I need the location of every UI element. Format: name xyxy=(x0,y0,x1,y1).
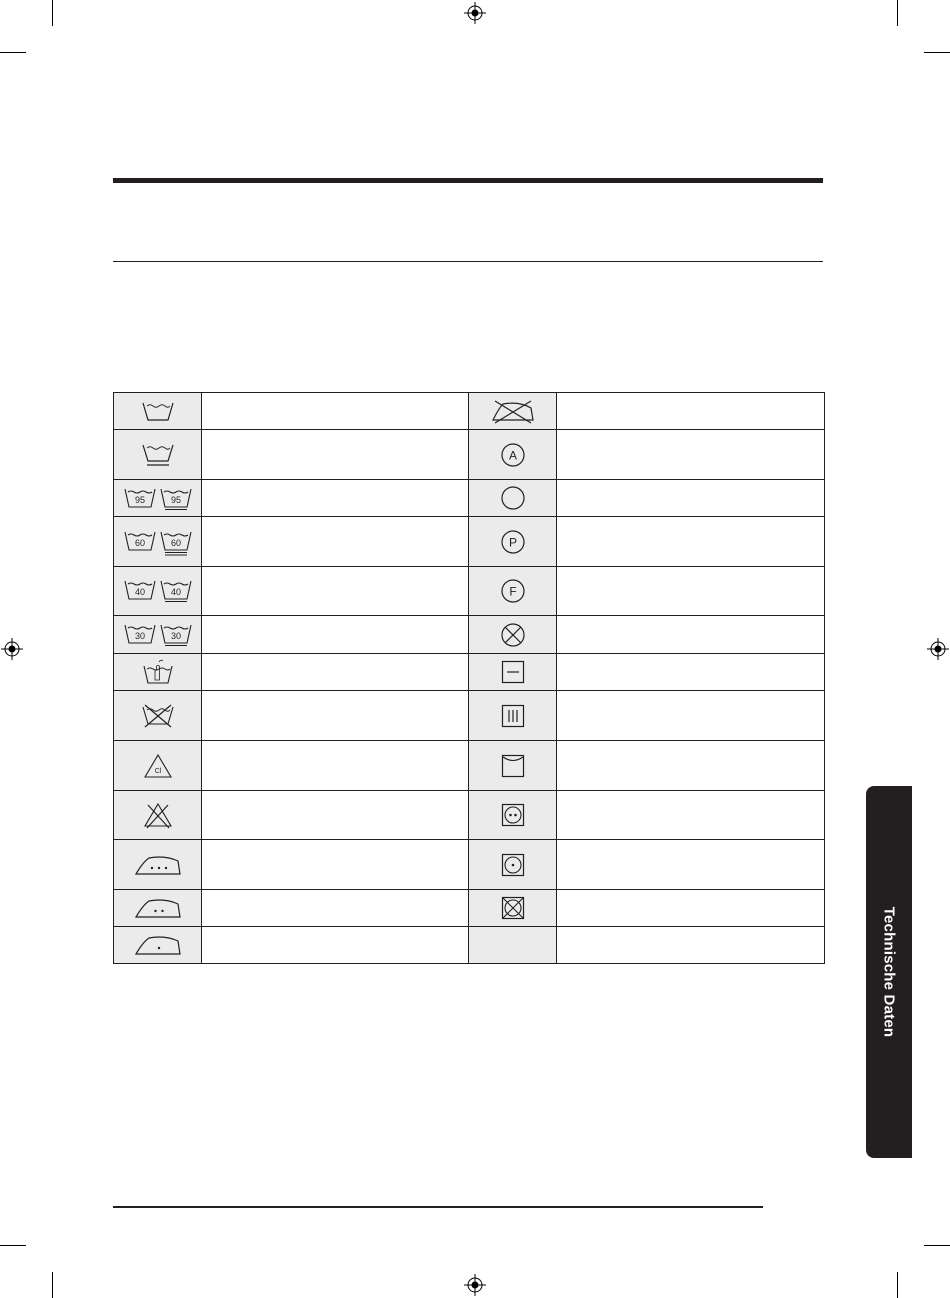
symbol-cell xyxy=(114,791,202,840)
symbol-cell xyxy=(469,741,557,791)
symbol-cell xyxy=(114,616,202,654)
symbol-cell xyxy=(469,691,557,741)
no-bleach-icon xyxy=(143,801,173,829)
symbol-cell-empty xyxy=(469,927,557,964)
footer-rule xyxy=(113,1206,763,1208)
svg-text:A: A xyxy=(508,448,517,462)
svg-text:60: 60 xyxy=(170,537,181,548)
description-cell xyxy=(557,691,825,741)
description-cell xyxy=(202,927,469,964)
iron-medium-icon xyxy=(133,896,183,920)
dry-flat-icon xyxy=(501,660,525,684)
symbol-cell xyxy=(469,654,557,691)
description-cell xyxy=(557,393,825,430)
symbol-cell xyxy=(114,691,202,741)
washtub-icon xyxy=(141,399,175,423)
description-cell xyxy=(202,430,469,480)
table-row xyxy=(114,567,825,616)
description-cell xyxy=(557,927,825,964)
symbol-cell xyxy=(469,791,557,840)
crop-mark xyxy=(924,1245,950,1246)
crop-mark xyxy=(924,52,950,53)
description-cell xyxy=(557,567,825,616)
svg-text:30: 30 xyxy=(170,630,181,641)
line-dry-icon xyxy=(501,754,525,778)
care-symbols-table xyxy=(113,392,825,964)
registration-mark-icon xyxy=(1,638,23,660)
symbol-cell xyxy=(114,430,202,480)
tumble-dry-low-icon xyxy=(501,853,525,877)
description-cell xyxy=(557,430,825,480)
description-cell xyxy=(202,691,469,741)
table-row xyxy=(114,480,825,517)
svg-text:95: 95 xyxy=(134,495,145,505)
symbol-cell xyxy=(114,890,202,927)
crop-mark xyxy=(0,1245,26,1246)
table-row xyxy=(114,791,825,840)
dry-clean-p-icon xyxy=(500,529,526,555)
no-tumble-dry-icon xyxy=(501,896,525,920)
registration-mark-icon xyxy=(927,638,949,660)
no-iron-steam-icon xyxy=(489,398,537,424)
no-dry-clean-icon xyxy=(500,622,526,648)
description-cell xyxy=(557,517,825,567)
svg-text:95: 95 xyxy=(170,495,181,505)
description-cell xyxy=(202,616,469,654)
symbol-cell xyxy=(114,480,202,517)
crop-mark xyxy=(52,0,53,26)
table-row xyxy=(114,517,825,567)
description-cell xyxy=(557,654,825,691)
svg-text:Cl: Cl xyxy=(154,767,161,775)
dry-clean-icon xyxy=(500,485,526,511)
symbol-cell xyxy=(114,567,202,616)
symbol-cell xyxy=(469,393,557,430)
symbol-cell xyxy=(469,840,557,890)
description-cell xyxy=(557,840,825,890)
description-cell xyxy=(202,840,469,890)
crop-mark xyxy=(0,52,26,53)
symbol-cell xyxy=(114,741,202,791)
symbol-cell xyxy=(114,927,202,964)
table-row xyxy=(114,430,825,480)
iron-low-icon xyxy=(133,933,183,957)
description-cell xyxy=(202,890,469,927)
svg-text:40: 40 xyxy=(170,587,181,597)
description-cell xyxy=(202,741,469,791)
table-row xyxy=(114,840,825,890)
description-cell xyxy=(557,480,825,517)
dry-clean-f-icon xyxy=(500,578,526,604)
symbol-cell xyxy=(114,393,202,430)
svg-text:F: F xyxy=(508,584,517,599)
wash-95-icon xyxy=(124,485,192,511)
tumble-dry-high-icon xyxy=(501,803,525,827)
registration-mark-icon xyxy=(464,2,486,24)
wash-60-icon xyxy=(124,528,192,556)
bleach-cl-icon xyxy=(143,753,173,779)
crop-mark xyxy=(897,0,898,26)
description-cell xyxy=(202,480,469,517)
description-cell xyxy=(557,741,825,791)
svg-text:40: 40 xyxy=(134,587,145,597)
table-row xyxy=(114,616,825,654)
symbol-cell xyxy=(114,840,202,890)
description-cell xyxy=(202,393,469,430)
description-cell xyxy=(202,567,469,616)
iron-high-icon xyxy=(133,853,183,877)
description-cell xyxy=(202,654,469,691)
table-row xyxy=(114,741,825,791)
registration-mark-icon xyxy=(464,1274,486,1296)
description-cell xyxy=(557,616,825,654)
symbol-cell xyxy=(469,430,557,480)
svg-text:60: 60 xyxy=(134,537,145,548)
symbol-cell xyxy=(469,517,557,567)
svg-text:P: P xyxy=(508,535,517,549)
drip-dry-icon xyxy=(501,704,525,728)
symbol-cell xyxy=(469,480,557,517)
crop-mark xyxy=(897,1272,898,1298)
table-row xyxy=(114,691,825,741)
section-heading-rule xyxy=(113,178,823,183)
symbol-cell xyxy=(114,654,202,691)
wash-30-icon xyxy=(124,621,192,649)
hand-wash-icon xyxy=(142,658,174,686)
table-row xyxy=(114,654,825,691)
subheading-rule xyxy=(113,261,823,262)
table-row xyxy=(114,927,825,964)
description-cell xyxy=(557,791,825,840)
description-cell xyxy=(557,890,825,927)
dry-clean-a-icon xyxy=(500,442,526,468)
table-row xyxy=(114,890,825,927)
washtub-gentle-icon xyxy=(141,441,175,469)
description-cell xyxy=(202,791,469,840)
symbol-cell xyxy=(469,567,557,616)
no-wash-icon xyxy=(141,703,175,729)
chapter-side-tab xyxy=(866,786,912,1158)
symbol-cell xyxy=(469,890,557,927)
table-row xyxy=(114,393,825,430)
symbol-cell xyxy=(469,616,557,654)
symbol-cell xyxy=(114,517,202,567)
description-cell xyxy=(202,517,469,567)
chapter-side-tab-label: Technische Daten xyxy=(880,906,898,1038)
crop-mark xyxy=(52,1272,53,1298)
svg-text:30: 30 xyxy=(134,630,145,641)
wash-40-icon xyxy=(124,577,192,605)
